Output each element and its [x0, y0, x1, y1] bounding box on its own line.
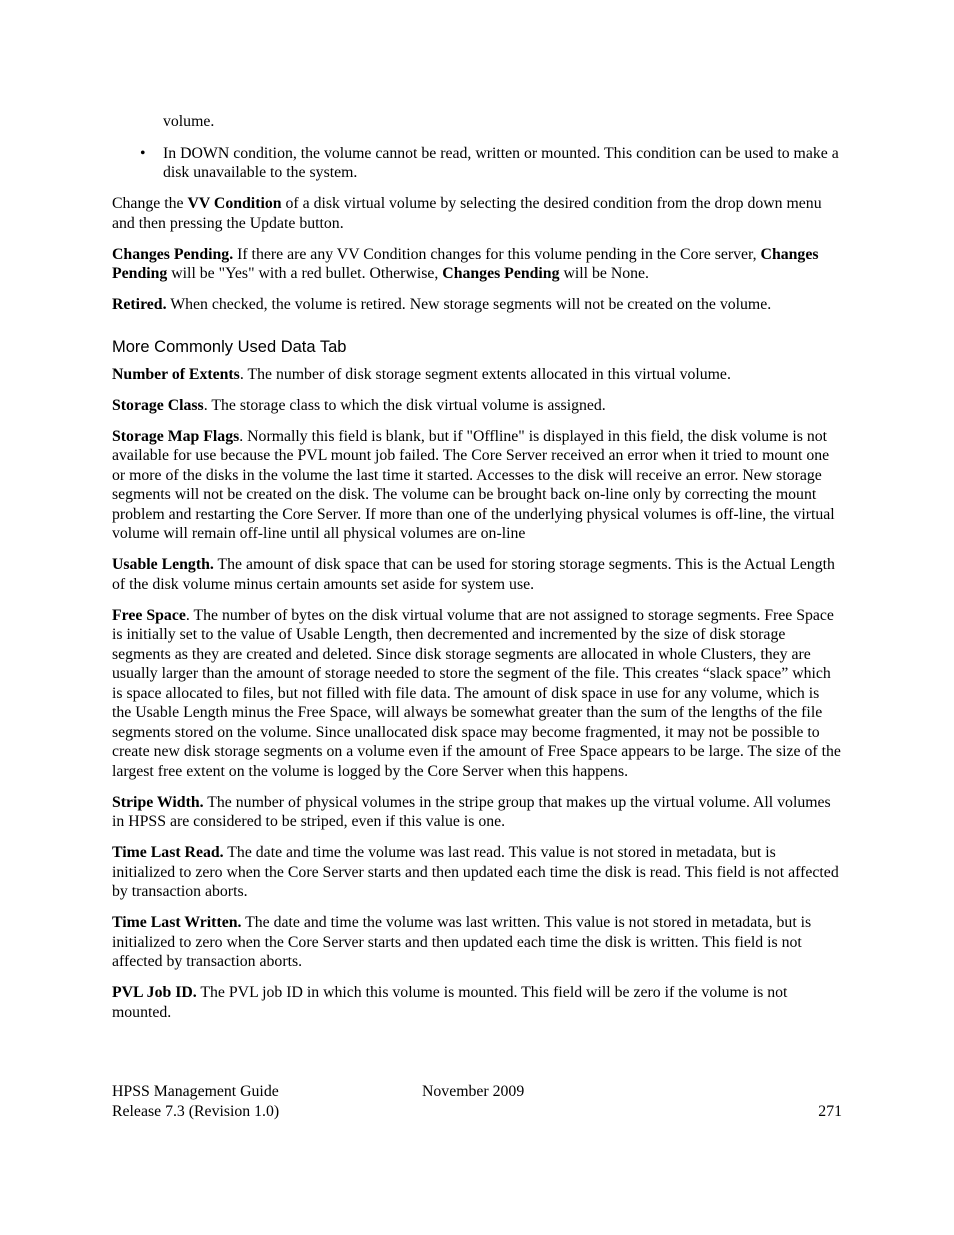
footer-guide-title: HPSS Management Guide [112, 1083, 279, 1100]
paragraph-changes-pending [112, 245, 842, 284]
field-usable-length [112, 555, 842, 594]
text-run: When checked, the volume is retired. New storage segments will not be created on the volume. [166, 296, 772, 313]
field-term: Number of Extents [112, 365, 240, 383]
field-term: Free Space [112, 606, 186, 624]
field-description: The amount of disk space that can be used for storing storage segments. This is the Actual Length of the disk volume minus certain amounts set aside for system use. [112, 556, 835, 593]
field-description: The date and time the volume was last read. This value is not stored in metadata, but is initialized to zero when the Core Server starts and then updated each time the disk is read. This field is not affected by transaction aborts. [112, 844, 839, 900]
text-run: will be "Yes" with a red bullet. Otherwise, [167, 265, 443, 282]
section-heading: More Commonly Used Data Tab [112, 337, 347, 356]
text-run: will be None. [559, 265, 649, 282]
term-vv-condition: VV Condition [187, 195, 282, 212]
bullet-glyph: • [140, 144, 146, 162]
field-description: . The storage class to which the disk virtual volume is assigned. [203, 396, 606, 414]
page-number: 271 [818, 1102, 842, 1120]
field-term: Time Last Written. [112, 914, 242, 931]
paragraph-retired [112, 295, 842, 315]
paragraph-vv-condition [112, 194, 842, 233]
field-term: Storage Class [112, 396, 204, 414]
document-body [112, 112, 842, 1022]
continued-bullet-text: volume. [163, 113, 215, 130]
field-term: Stripe Width. [112, 793, 204, 811]
field-term: Usable Length. [112, 556, 214, 573]
field-description: The date and time the volume was last written. This value is not stored in metadata, but is initialized to zero when the Core Server starts and then updated each time the disk is written. This field is not affected by transaction aborts. [112, 914, 812, 970]
field-term: Storage Map Flags [112, 427, 240, 445]
field-description: The PVL job ID in which this volume is mounted. This field will be zero if the volume is not mounted. [112, 984, 788, 1021]
bullet-item-down-condition [140, 144, 842, 183]
field-term: PVL Job ID. [112, 984, 197, 1001]
field-pvl-job-id [112, 983, 842, 1022]
field-description: . The number of disk storage segment extents allocated in this virtual volume. [239, 365, 731, 383]
field-stripe-width [112, 793, 842, 832]
field-storage-class [112, 396, 842, 416]
term-changes-pending: Changes Pending [112, 245, 819, 282]
field-free-space [112, 606, 842, 782]
field-storage-map-flags [112, 427, 842, 544]
footer-date: November 2009 [422, 1083, 525, 1100]
footer-release: Release 7.3 (Revision 1.0) [112, 1102, 280, 1120]
term-retired: Retired. [112, 296, 167, 313]
term-changes-pending: Changes Pending [442, 265, 560, 282]
field-description: . The number of bytes on the disk virtual volume that are not assigned to storage segments. Free Space is initially set to the value of Usable Length, then decremented and incremented by the size of disk storage segments as they are created and deleted. Since disk storage segments are allocated in whole Clusters, they are usually larger than the amount of storage needed to store the segment of the file. This creates “slack space” which is space allocated to files, but not filled with file data. The amount of disk space in use for any volume, which is the Usable Length minus the Free Space, will always be somewhat greater than the sum of the lengths of the file segments stored on the volume. Since unallocated disk space may become fragmented, it may not be possible to create new disk storage segments on a volume even if the amount of Free Space appears to be large. The size of the largest free extent on the volume is logged by the Core Server when this happens. [112, 606, 841, 780]
field-term: Time Last Read. [112, 844, 224, 861]
term-changes-pending: Changes Pending. [112, 245, 234, 263]
text-run: If there are any VV Condition changes for this volume pending in the Core server, [233, 245, 761, 263]
page-footer [112, 1082, 842, 1121]
bullet-text: In DOWN condition, the volume cannot be read, written or mounted. This condition can be used to make a disk unavailable to the system. [163, 144, 839, 181]
field-time-last-read [112, 843, 842, 902]
text-run: Change the [112, 195, 188, 212]
field-description: . Normally this field is blank, but if "Offline" is displayed in this field, the disk volume is not available for use because the PVL mount job failed. The Core Server received an error when it tried to mount one or more of the disks in the volume the last time it started. Accesses to the disk will receive an error. New storage segments will not be created on the disk. The volume can be brought back on-line only by correcting the mount problem and restarting the Core Server. If more than one of the underlying physical volumes is off-line, the virtual volume will remain off-line until all physical volumes are on-line [112, 427, 835, 542]
text-run: of a disk virtual volume by selecting the desired condition from the drop down menu and then pressing the Update button. [112, 195, 822, 232]
field-number-of-extents [112, 365, 842, 385]
field-description: The number of physical volumes in the stripe group that makes up the virtual volume. All volumes in HPSS are considered to be striped, even if this value is one. [112, 793, 831, 830]
field-time-last-written [112, 913, 842, 972]
